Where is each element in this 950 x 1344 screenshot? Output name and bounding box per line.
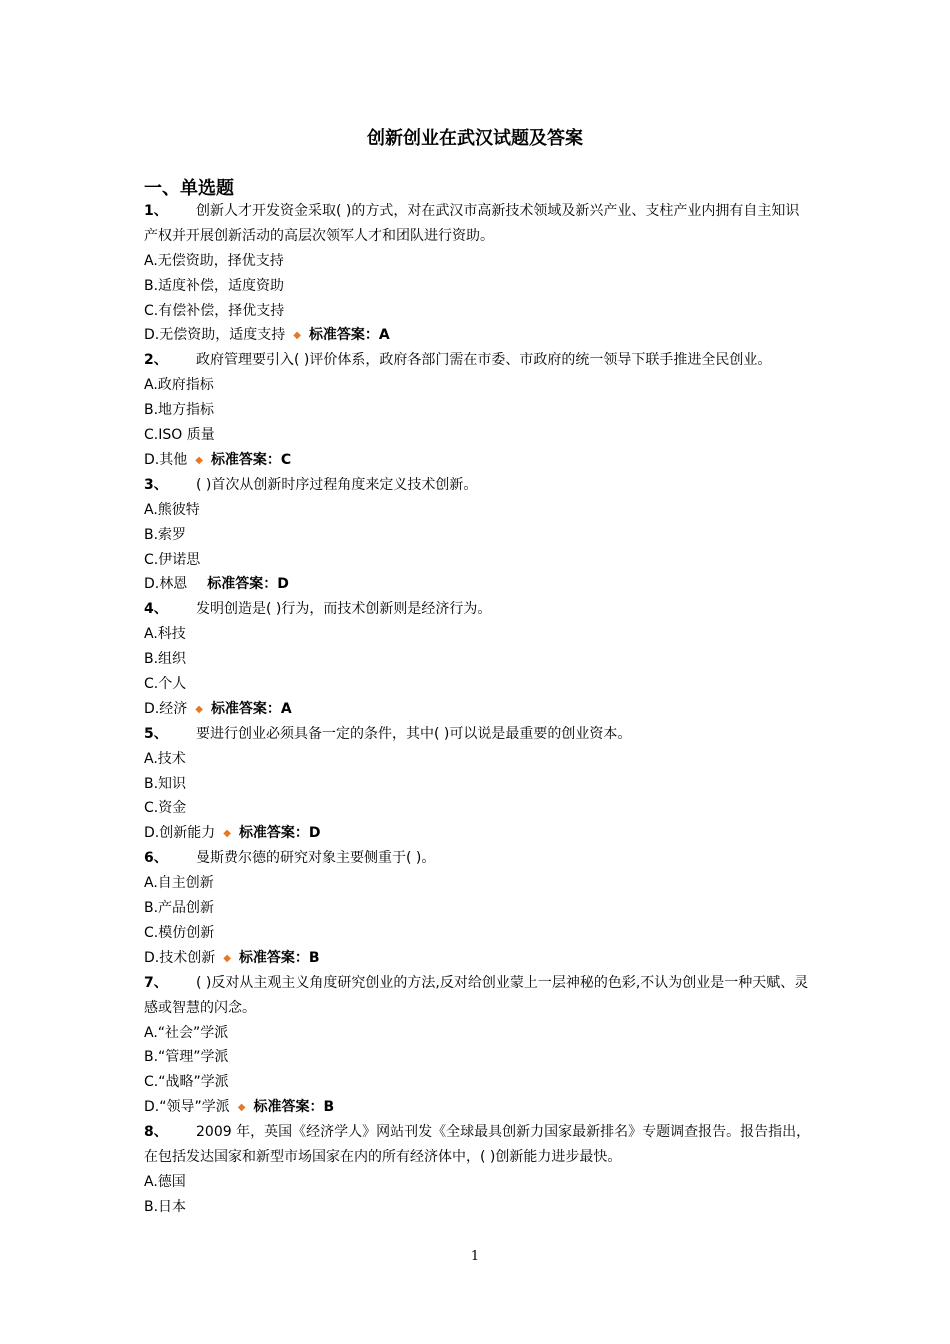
diamond-bullet-icon: ◆ — [223, 952, 231, 964]
question-stem — [144, 348, 812, 373]
option-text: B.产品创新 — [144, 900, 215, 917]
question-text: 2009 年，英国《经济学人》网站刊发《全球最具创新力国家最新排名》专题调查报告。报告指出，在包括发达国家和新型市场国家在内的所有经济体中，( )创新能力进步最快。 — [144, 1124, 811, 1165]
option-text: D.无偿资助，适度支持 — [144, 327, 286, 344]
option-text: C.ISO 质量 — [144, 427, 215, 444]
standard-answer: 标准答案：D — [238, 825, 321, 842]
question-number: 1、 — [144, 203, 168, 219]
answer-option — [144, 572, 812, 597]
section-heading: 一、单选题 — [144, 178, 234, 199]
answer-option — [144, 697, 812, 722]
option-text: D.经济 — [144, 700, 188, 717]
option-text: D.其他 — [144, 451, 188, 468]
answer-option — [144, 249, 812, 274]
standard-answer: 标准答案：B — [238, 949, 320, 966]
option-text: B.组织 — [144, 651, 187, 668]
question-text: 要进行创业必须具备一定的条件，其中( )可以说是最重要的创业资本。 — [196, 725, 632, 742]
option-text: A.熊彼特 — [144, 501, 200, 518]
option-text: A.技术 — [144, 750, 186, 767]
diamond-bullet-icon: ◆ — [223, 828, 231, 840]
option-text: C.个人 — [144, 676, 187, 692]
answer-option — [144, 647, 812, 672]
option-text: D.创新能力 — [144, 825, 216, 842]
answer-option — [144, 299, 812, 324]
answer-option — [144, 747, 812, 772]
question-text: 政府管理要引入( )评价体系，政府各部门需在市委、市政府的统一领导下联手推进全民创业。 — [196, 352, 772, 369]
page-number: 1 — [470, 1249, 480, 1264]
question-stem — [144, 473, 812, 498]
option-text: B.知识 — [144, 775, 187, 792]
question-number: 6、 — [144, 850, 168, 867]
option-text: A.无偿资助，择优支持 — [144, 252, 284, 269]
standard-answer: 标准答案：D — [207, 576, 289, 593]
option-text: B.地方指标 — [144, 402, 215, 419]
answer-option — [144, 1070, 812, 1095]
question-stem — [144, 1120, 812, 1170]
question-number: 5、 — [144, 725, 168, 742]
question-stem — [144, 199, 812, 249]
answer-option — [144, 1095, 812, 1120]
question-number: 2、 — [144, 352, 168, 369]
question-list — [144, 199, 812, 1220]
option-text: C.资金 — [144, 800, 187, 817]
question-text: 曼斯费尔德的研究对象主要侧重于( )。 — [196, 850, 436, 867]
option-text: B.索罗 — [144, 526, 187, 543]
answer-option — [144, 921, 812, 946]
option-text: B.“管理”学派 — [144, 1049, 229, 1066]
answer-option — [144, 498, 812, 523]
question-number: 8、 — [144, 1124, 168, 1141]
option-text: A.科技 — [144, 626, 186, 643]
diamond-bullet-icon: ◆ — [237, 1102, 246, 1114]
answer-option — [144, 323, 812, 348]
answer-option — [144, 821, 812, 846]
answer-option — [144, 448, 812, 473]
question-number: 3、 — [144, 476, 168, 493]
option-text: A.德国 — [144, 1173, 186, 1190]
answer-option — [144, 1045, 812, 1070]
option-text: C.伊诺思 — [144, 551, 201, 568]
answer-option — [144, 796, 812, 821]
document-title: 创新创业在武汉试题及答案 — [367, 128, 583, 149]
question-number: 7、 — [144, 974, 168, 991]
standard-answer: 标准答案：C — [210, 451, 292, 468]
answer-option — [144, 274, 812, 299]
standard-answer: 标准答案：B — [253, 1099, 335, 1116]
answer-option — [144, 398, 812, 423]
option-text: C.模仿创新 — [144, 924, 215, 941]
question-text: ( )反对从主观主义角度研究创业的方法,反对给创业蒙上一层神秘的色彩,不认为创业是一种天赋、灵感或智慧的闪念。 — [144, 974, 809, 1016]
option-text: B.适度补偿，适度资助 — [144, 277, 285, 294]
standard-answer: 标准答案：A — [210, 700, 292, 717]
answer-option — [144, 896, 812, 921]
diamond-bullet-icon: ◆ — [195, 703, 203, 715]
question-stem — [144, 971, 812, 1021]
question-number: 4、 — [144, 601, 168, 618]
option-text: D.林恩 — [144, 576, 188, 593]
answer-option — [144, 1195, 812, 1220]
option-text: A.“社会”学派 — [144, 1024, 229, 1041]
option-text: D.“领导”学派 — [144, 1099, 230, 1116]
answer-option — [144, 946, 812, 971]
answer-option — [144, 1021, 812, 1046]
answer-option — [144, 772, 812, 797]
answer-option — [144, 622, 812, 647]
answer-option — [144, 1170, 812, 1195]
answer-option — [144, 523, 812, 548]
answer-option — [144, 423, 812, 448]
option-text: C.“战略”学派 — [144, 1074, 229, 1091]
option-text: A.自主创新 — [144, 875, 214, 892]
question-text: 创新人才开发资金采取( )的方式，对在武汉市高新技术领域及新兴产业、支柱产业内拥有自主知识产权并开展创新活动的高层次领军人才和团队进行资助。 — [144, 203, 800, 244]
option-text: B.日本 — [144, 1198, 187, 1215]
answer-option — [144, 871, 812, 896]
question-stem — [144, 597, 812, 622]
option-text: C.有偿补偿，择优支持 — [144, 302, 285, 319]
question-stem — [144, 722, 812, 747]
option-text: A.政府指标 — [144, 377, 214, 394]
answer-option — [144, 373, 812, 398]
diamond-bullet-icon: ◆ — [195, 454, 203, 466]
question-text: 发明创造是( )行为，而技术创新则是经济行为。 — [196, 601, 492, 618]
standard-answer: 标准答案：A — [308, 327, 390, 344]
diamond-bullet-icon: ◆ — [293, 330, 301, 342]
option-text: D.技术创新 — [144, 949, 216, 966]
question-stem — [144, 846, 812, 871]
answer-option — [144, 548, 812, 573]
answer-option — [144, 672, 812, 697]
question-text: ( )首次从创新时序过程角度来定义技术创新。 — [196, 476, 478, 493]
